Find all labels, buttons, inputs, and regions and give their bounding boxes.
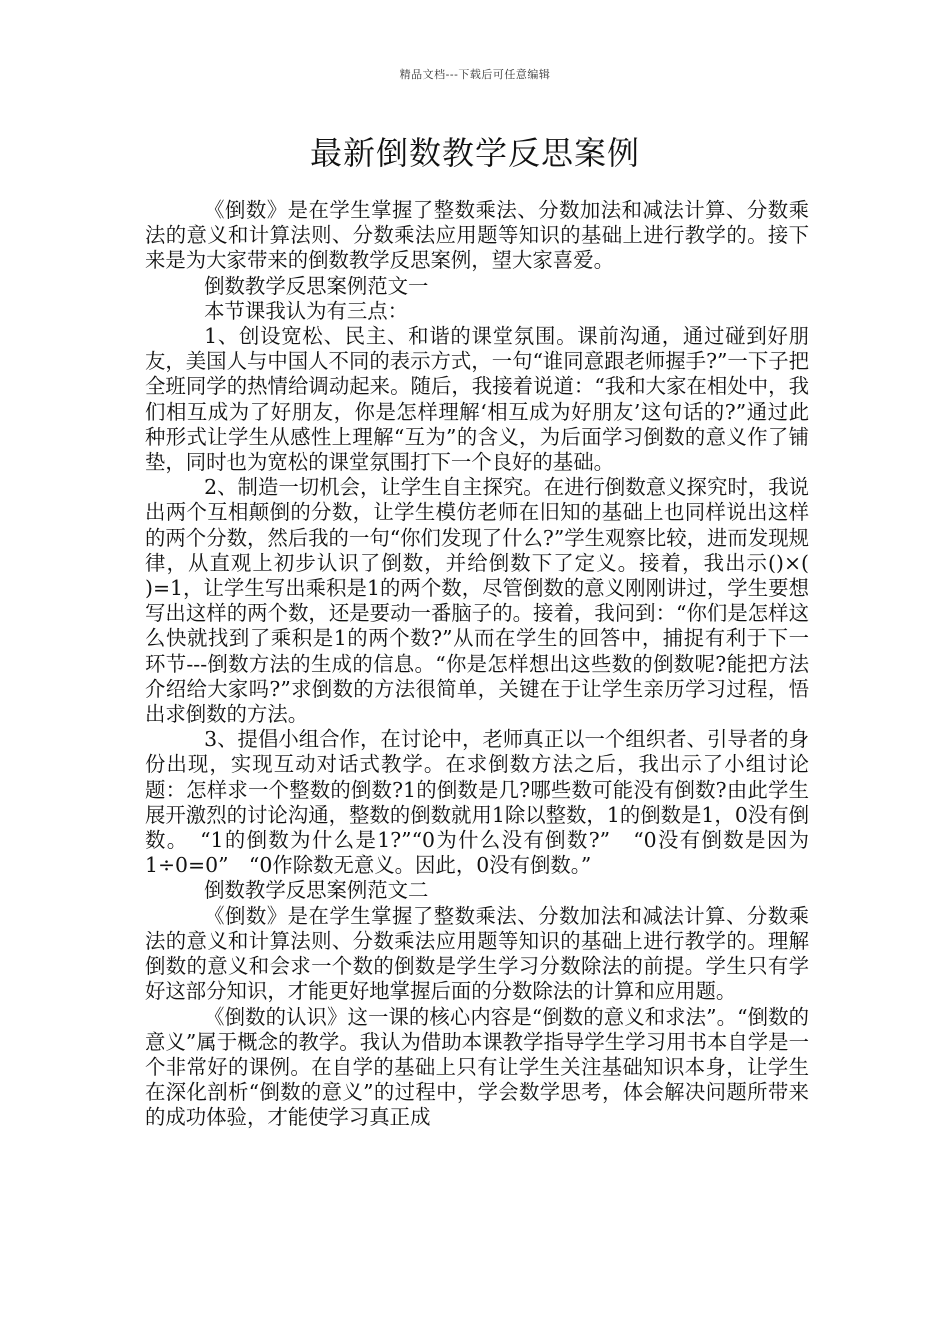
paragraph: 《倒数的认识》这一课的核心内容是“倒数的意义和求法”。“倒数的意义”属于概念的教学。我认为借助本课教学指导学生学习用书本自学是一个非常好的课例。在自学的基础上只有让学生关注基础知识本身，让学生在深化剖析“倒数的意义”的过程中，学会数学思考，体会解决问题所带来的成功体验，才能使学习真正成 (145, 1004, 809, 1130)
header-note: 精品文档---下载后可任意编辑 (399, 68, 551, 81)
paragraph-intro: 《倒数》是在学生掌握了整数乘法、分数加法和减法计算、分数乘法的意义和计算法则、分数乘法应用题等知识的基础上进行教学的。接下来是为大家带来的倒数教学反思案例，望大家喜爱。 (145, 198, 809, 273)
paragraph: 本节课我认为有三点： (204, 298, 409, 323)
document-title: 最新倒数教学反思案例 (309, 134, 640, 172)
paragraph-point-1: 1、创设宽松、民主、和谐的课堂氛围。课前沟通，通过碰到好朋友，美国人与中国人不同的表示方式，一句“谁同意跟老师握手?”一下子把全班同学的热情给调动起来。随后，我接着说道：“我和大家在相处中，我们相互成为了好朋友，你是怎样理解‘相互成为好朋友’这句话的?”通过此种形式让学生从感性上理解“互为”的含义，为后面学习倒数的意义作了铺垫，同时也为宽松的课堂氛围打下一个良好的基础。 (145, 324, 809, 475)
paragraph-point-3: 3、提倡小组合作，在讨论中，老师真正以一个组织者、引导者的身份出现，实现互动对话式教学。在求倒数方法之后，我出示了小组讨论题：怎样求一个整数的倒数?1的倒数是几?哪些数可能没有倒数?由此学生展开激烈的讨论沟通，整数的倒数就用1除以整数，1的倒数是1，0没有倒数。 “1的倒数为什么是1?”“0为什么没有倒数?” “0没有倒数是因为1÷0=0” “0作除数无意义。因此，0没有倒数。” (145, 727, 809, 878)
paragraph: 《倒数》是在学生掌握了整数乘法、分数加法和减法计算、分数乘法的意义和计算法则、分数乘法应用题等知识的基础上进行教学的。理解倒数的意义和会求一个数的倒数是学生学习分数除法的前提。学生只有学好这部分知识，才能更好地掌握后面的分数除法的计算和应用题。 (145, 903, 809, 1004)
section-heading-1: 倒数教学反思案例范文一 (204, 273, 429, 298)
paragraph-point-2: 2、制造一切机会，让学生自主探究。在进行倒数意义探究时，我说出两个互相颠倒的分数，让学生模仿老师在旧知的基础上也同样说出这样的两个分数，然后我的一句“你们发现了什么?”学生观察比较，进而发现规律，从直观上初步认识了倒数，并给倒数下了定义。接着，我出示()×( )=1，让学生写出乘积是1的两个数，尽管倒数的意义刚刚讲过，学生要想写出这样的两个数，还是要动一番脑子的。接着，我问到：“你们是怎样这么快就找到了乘积是1的两个数?”从而在学生的回答中，捕捉有利于下一环节---倒数方法的生成的信息。“你是怎样想出这些数的倒数呢?能把方法介绍给大家吗?”求倒数的方法很简单，关键在于让学生亲历学习过程，悟出求倒数的方法。 (145, 475, 809, 727)
document-body (145, 198, 809, 1131)
section-heading-2: 倒数教学反思案例范文二 (204, 878, 429, 903)
